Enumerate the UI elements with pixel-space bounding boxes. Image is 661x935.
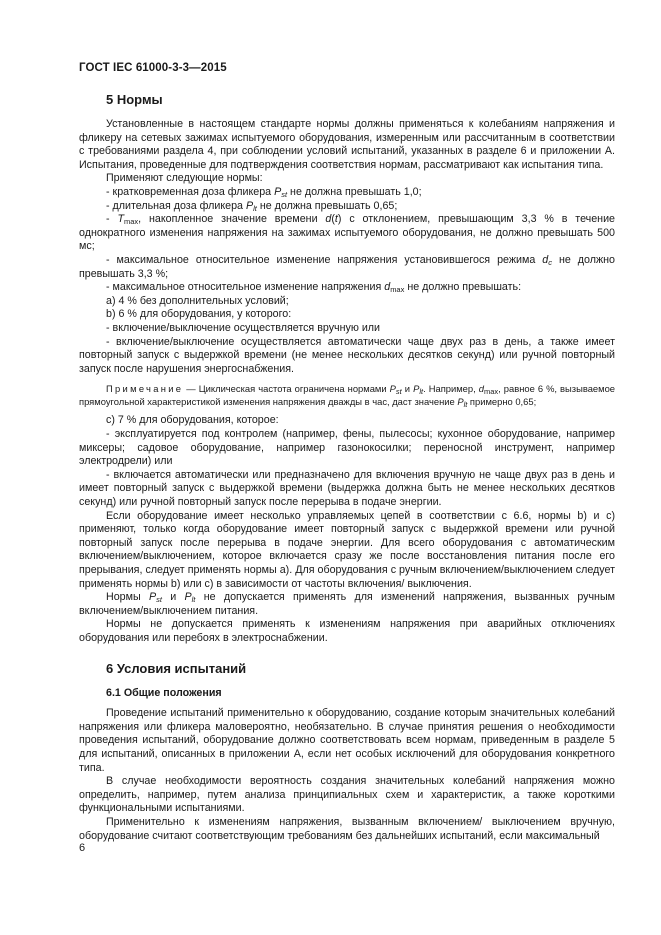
section-6-paragraph-3: Применительно к изменениям напряжения, вызванным включением/ выключением вручную, оборудование считают соответствующим требованиям без дальнейших испытаний, если максимальный [79,815,615,842]
note: Примечание — Циклическая частота ограничена нормами $P_{st}$ и $P_{lt}$. Например, $d_{max}$, равное 6 %, вызываемое прямоугольной характеристикой изменения напряжения дважды в час, даст значение $P_{lt}$ примерно 0,65; [79,383,615,409]
norm-plt: - длительная доза фликера $P_{lt}$ не должна превышать 0,65; [106,199,398,213]
section-5-heading: 5 Нормы [106,92,163,107]
norms-apply-text: Применяют следующие нормы: [106,172,263,185]
list-item-a: а) 4 % без дополнительных условий; [106,294,289,307]
norm-dmax: - максимальное относительное изменение напряжения $d_{max}$ не должно превышать: [106,281,522,295]
list-item-b-1: - включение/выключение осуществляется вручную или [106,321,381,334]
emergency-paragraph: Нормы не допускается применять к изменениям напряжения при аварийных отключениях оборудования или перебоях в электроснабжении. [79,618,615,644]
norm-tmax: - $T_{max}$, накопленное значение времени d(t) с отклонением, превышающим 3,3 % в течение однократного изменения напряжения на зажимах испытуемого оборудования, не должно превышать 500 мс; [79,213,615,253]
section-6-heading: 6 Условия испытаний [106,660,247,676]
section-6-paragraph-2: В случае необходимости вероятность создания значительных колебаний напряжения можно определить, например, путем анализа принципиальных схем и характеристик, а также короткими функциональными испытаниями. [79,775,615,815]
norm-dc: - максимальное относительное изменение напряжения установившегося режима $d_c$ не должно превышать 3,3 %; [79,253,615,280]
subsection-6-1-heading: 6.1 Общие положения [106,686,222,699]
list-item-c-2: - включается автоматически или предназначено для включения вручную не чаще двух раз в день и имеет повторный запуск с выдержкой времени (выдержка должна быть не менее нескольких десятков секунд) или ручной повторный запуск после перерыва в подаче энергии. [79,468,615,509]
list-item-b-2: - включение/выключение осуществляется автоматически чаще двух раз в день, а также имеет повторный запуск с выдержкой времени (не менее нескольких десятков секунд) или ручной повторный запуск после нарушения энергоснабжения. [79,335,615,375]
section-6-paragraph-1: Проведение испытаний применительно к оборудованию, создание которым значительных колебаний напряжения или фликера маловероятно, необязательно. В случае принятия решения о необходимости проведения испытаний, оборудование должно соответствовать всем нормам, приведенным в разделе 5 для испытаний, описанных в приложении А, если нет особых исключений для оборудования конкретного типа. [79,707,615,774]
section-5-intro: Установленные в настоящем стандарте нормы должны применяться к колебаниям напряжения и фликеру на сетевых зажимах испытуемого оборудования, измеренным или рассчитанным в соответствии с требованиями раздела 4, при соблюдении условий испытаний, указанных в разделе 6 и приложении А. Испытания, проведенные для подтверждения соответствия нормам, рассматривают как испытания типа. [79,118,615,171]
document-header: ГОСТ IEC 61000-3-3—2015 [79,62,227,74]
note-label: Примечание [106,383,184,395]
manual-switch-paragraph: Нормы $P_{st}$ и $P_{lt}$ не допускается применять для изменений напряжения, вызванных ручным включением/выключением питания. [79,591,615,617]
page-content [79,92,615,843]
list-item-b: b) 6 % для оборудования, у которого: [106,308,292,321]
list-item-c: с) 7 % для оборудования, которое: [106,414,279,427]
list-item-c-1: - эксплуатируется под контролем (например, фены, пылесосы; кухонное оборудование, например миксеры; садовое оборудование, например газонокосилки; переносной инструмент, например электродрели) или [79,428,615,468]
norm-pst: - кратковременная доза фликера $P_{st}$ не должна превышать 1,0; [106,185,422,199]
multi-circuit-paragraph: Если оборудование имеет несколько управляемых цепей в соответствии с 6.6, нормы b) и с) применяют, только когда оборудование имеет повторный запуск с выдержкой времени или ручной повторный запуск после перерыва в подаче энергии. Для всего оборудования с автоматическим включением/выключением, которое включается сразу же после восстановления питания после его прерывания, следует применять нормы а). Для оборудования с ручным включением/выключением следует применять нормы b) или с) в зависимости от частоты включения/ выключения. [79,509,615,590]
page-number: 6 [79,842,86,854]
